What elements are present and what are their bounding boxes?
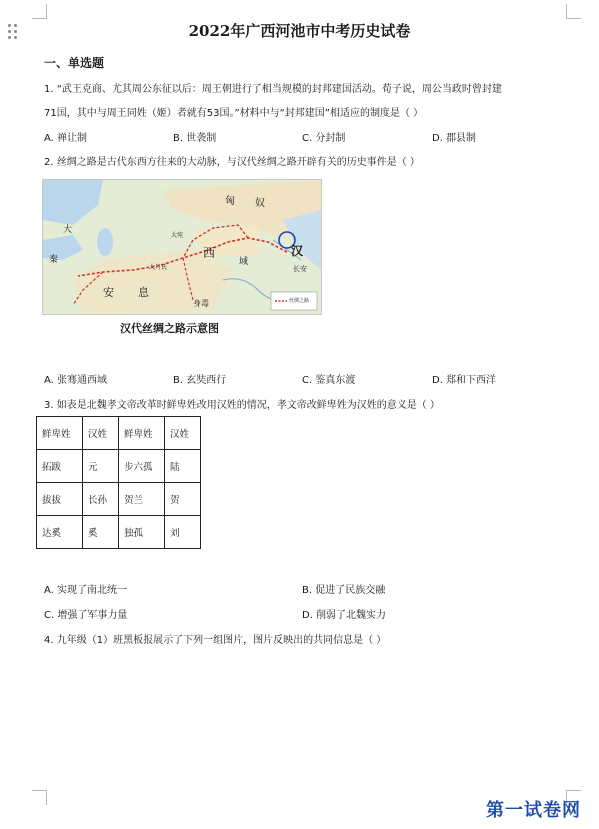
- map-legend-label: 丝绸之路: [289, 298, 310, 304]
- table-cell: 贺: [165, 483, 201, 516]
- q1-option-b[interactable]: B. 世袭制: [173, 133, 217, 144]
- table-cell: 长孙: [83, 483, 119, 516]
- map-label-xi: 西: [203, 246, 216, 260]
- table-cell: 拔拔: [37, 483, 83, 516]
- table-row: [37, 483, 201, 516]
- map-label-anxi-2: 息: [138, 286, 149, 299]
- q1-option-d[interactable]: D. 郡县制: [432, 133, 477, 144]
- q2-option-d[interactable]: D. 郑和下西洋: [432, 375, 497, 386]
- watermark-logo[interactable]: 第一试卷网: [486, 800, 581, 821]
- map-label-shendu: 身毒: [193, 299, 209, 308]
- section-heading: 一、单选题: [44, 56, 105, 70]
- silk-road-map-svg: [43, 180, 321, 314]
- map-label-xiongnu-2: 奴: [255, 198, 265, 209]
- map-label-changan: 长安: [293, 265, 307, 273]
- silk-road-map: [42, 179, 322, 315]
- q2-stem: 2. 丝绸之路是古代东西方往来的大动脉，与汉代丝绸之路开辟有关的历史事件是（ ）: [44, 157, 420, 168]
- map-label-han: 汉: [291, 244, 304, 258]
- map-caption: 汉代丝绸之路示意图: [120, 322, 219, 335]
- q3-stem: 3. 如表是北魏孝文帝改革时鲜卑姓改用汉姓的情况，孝文帝改鲜卑姓为汉姓的意义是（ ）: [44, 400, 440, 411]
- q1-option-c[interactable]: C. 分封制: [302, 133, 346, 144]
- table-row: [37, 450, 201, 483]
- table-header-cell: 汉姓: [165, 417, 201, 450]
- q1-option-a[interactable]: A. 禅让制: [44, 133, 88, 144]
- q3-option-d[interactable]: D. 削弱了北魏实力: [302, 610, 387, 621]
- table-cell: 奚: [83, 516, 119, 549]
- q2-option-b[interactable]: B. 玄奘西行: [173, 375, 227, 386]
- table-header-cell: 鲜卑姓: [37, 417, 83, 450]
- table-cell: 步六孤: [119, 450, 165, 483]
- map-label-anxi-1: 安: [103, 286, 114, 299]
- table-header-cell: 鲜卑姓: [119, 417, 165, 450]
- table-cell: 拓跋: [37, 450, 83, 483]
- table-cell: 达奚: [37, 516, 83, 549]
- table-cell: 陆: [165, 450, 201, 483]
- map-label-qin: 秦: [49, 255, 59, 265]
- table-cell: 元: [83, 450, 119, 483]
- q1-stem-line2: 71国，其中与周王同姓（姬）者就有53国。”材料中与“封邦建国”相适应的制度是（ ）: [44, 108, 424, 119]
- q2-option-c[interactable]: C. 鉴真东渡: [302, 375, 356, 386]
- crop-mark-top-left: [32, 4, 47, 19]
- table-cell: 贺兰: [119, 483, 165, 516]
- q3-option-b[interactable]: B. 促进了民族交融: [302, 585, 386, 596]
- q4-stem: 4. 九年级（1）班黑板报展示了下列一组图片，图片反映出的共同信息是（ ）: [44, 635, 387, 646]
- table-row: [37, 516, 201, 549]
- table-row: [37, 417, 201, 450]
- map-label-yu: 域: [239, 257, 249, 267]
- q3-option-a[interactable]: A. 实现了南北统一: [44, 585, 128, 596]
- q1-stem-line1: 1. “武王克商、尤其周公东征以后：周王朝进行了相当规模的封邦建国活动。荀子说，周公当政时曾封建: [44, 84, 502, 95]
- crop-mark-bottom-left: [32, 790, 47, 805]
- q2-option-a[interactable]: A. 张骞通西域: [44, 375, 108, 386]
- crop-mark-top-right: [566, 4, 581, 19]
- map-label-da: 大: [63, 225, 73, 235]
- table-cell: 刘: [165, 516, 201, 549]
- page-title: 2022年广西河池市中考历史试卷: [188, 22, 411, 40]
- q3-option-c[interactable]: C. 增强了军事力量: [44, 610, 128, 621]
- map-label-xiongnu-1: 匈: [225, 196, 235, 207]
- table-header-cell: 汉姓: [83, 417, 119, 450]
- map-label-dayuan: 大宛: [171, 232, 184, 239]
- surname-table: [36, 416, 201, 549]
- table-cell: 独孤: [119, 516, 165, 549]
- map-label-dayuezhi: 大月氏: [149, 264, 168, 271]
